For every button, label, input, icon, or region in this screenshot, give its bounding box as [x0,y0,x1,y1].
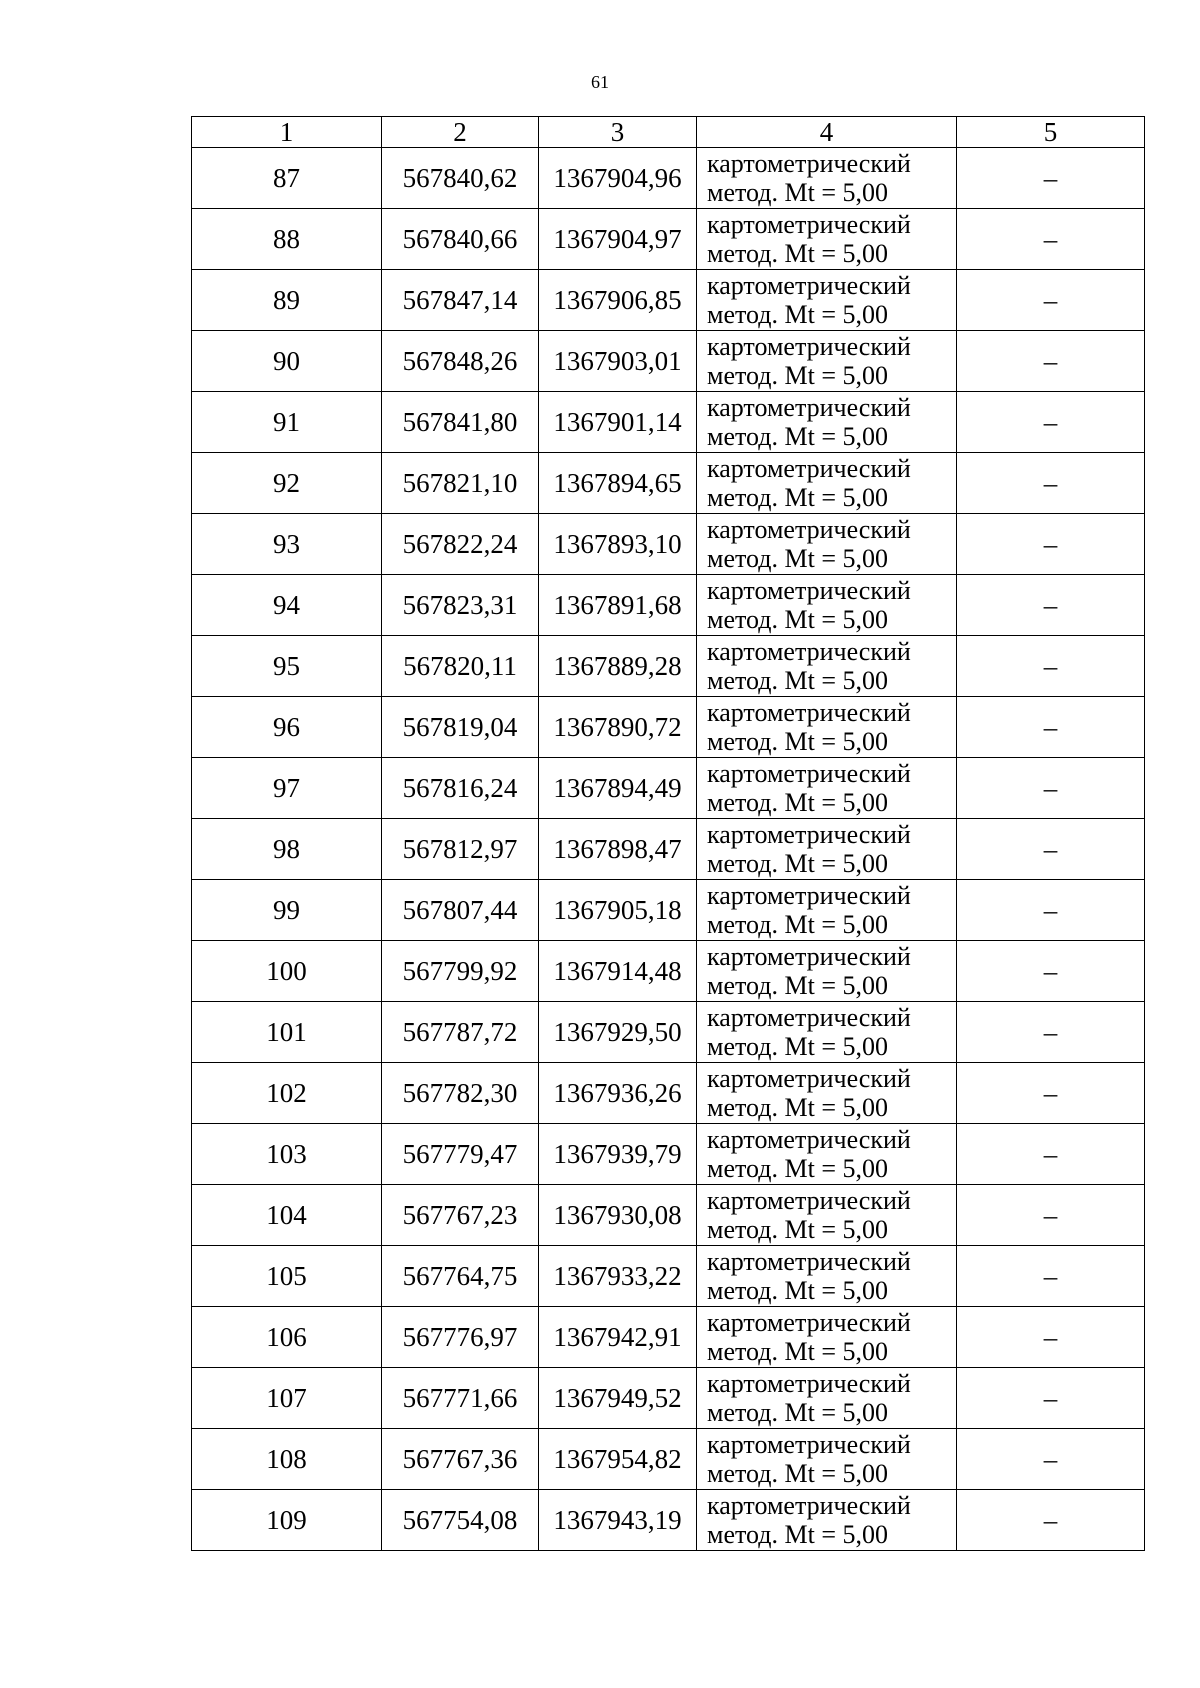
table-row [192,392,1145,453]
x-coordinate-cell: 567847,14 [382,270,539,331]
x-coordinate-cell: 567848,26 [382,331,539,392]
method-line-2: метод. Mt = 5,00 [707,1154,888,1183]
method-cell [697,1246,957,1307]
table-row [192,1124,1145,1185]
method-cell [697,270,957,331]
method-line-2: метод. Mt = 5,00 [707,1215,888,1244]
y-coordinate-cell: 1367893,10 [539,514,697,575]
header-cell: 1 [192,117,382,148]
note-cell: – [957,1185,1145,1246]
method-cell [697,514,957,575]
note-cell: – [957,1002,1145,1063]
y-coordinate-cell: 1367891,68 [539,575,697,636]
method-cell [697,1429,957,1490]
note-cell: – [957,758,1145,819]
y-coordinate-cell: 1367914,48 [539,941,697,1002]
y-coordinate-cell: 1367890,72 [539,697,697,758]
method-cell [697,453,957,514]
table-row [192,148,1145,209]
y-coordinate-cell: 1367943,19 [539,1490,697,1551]
method-line-2: метод. Mt = 5,00 [707,1337,888,1366]
y-coordinate-cell: 1367904,96 [539,148,697,209]
method-line-2: метод. Mt = 5,00 [707,1459,888,1488]
method-line-2: метод. Mt = 5,00 [707,605,888,634]
x-coordinate-cell: 567787,72 [382,1002,539,1063]
header-cell: 3 [539,117,697,148]
method-line-2: метод. Mt = 5,00 [707,1032,888,1061]
method-cell [697,819,957,880]
method-cell [697,758,957,819]
y-coordinate-cell: 1367942,91 [539,1307,697,1368]
table-row [192,636,1145,697]
table-row [192,1002,1145,1063]
table-row [192,514,1145,575]
note-cell: – [957,1246,1145,1307]
note-cell: – [957,148,1145,209]
note-cell: – [957,636,1145,697]
method-line-2: метод. Mt = 5,00 [707,1276,888,1305]
method-line-2: метод. Mt = 5,00 [707,239,888,268]
method-line-2: метод. Mt = 5,00 [707,178,888,207]
x-coordinate-cell: 567771,66 [382,1368,539,1429]
header-cell: 2 [382,117,539,148]
y-coordinate-cell: 1367904,97 [539,209,697,270]
point-number-cell: 108 [192,1429,382,1490]
x-coordinate-cell: 567779,47 [382,1124,539,1185]
method-line-1: картометрический [707,210,911,239]
x-coordinate-cell: 567782,30 [382,1063,539,1124]
x-coordinate-cell: 567799,92 [382,941,539,1002]
x-coordinate-cell: 567776,97 [382,1307,539,1368]
note-cell: – [957,331,1145,392]
y-coordinate-cell: 1367901,14 [539,392,697,453]
point-number-cell: 100 [192,941,382,1002]
method-cell [697,1185,957,1246]
y-coordinate-cell: 1367949,52 [539,1368,697,1429]
method-cell [697,880,957,941]
method-line-2: метод. Mt = 5,00 [707,727,888,756]
method-line-1: картометрический [707,820,911,849]
y-coordinate-cell: 1367905,18 [539,880,697,941]
y-coordinate-cell: 1367929,50 [539,1002,697,1063]
table-row [192,1185,1145,1246]
method-line-1: картометрический [707,271,911,300]
note-cell: – [957,697,1145,758]
note-cell: – [957,1063,1145,1124]
table-row [192,1246,1145,1307]
point-number-cell: 92 [192,453,382,514]
method-line-1: картометрический [707,149,911,178]
method-cell [697,1368,957,1429]
note-cell: – [957,1368,1145,1429]
table-row [192,1063,1145,1124]
note-cell: – [957,1490,1145,1551]
method-line-1: картометрический [707,1247,911,1276]
method-line-2: метод. Mt = 5,00 [707,361,888,390]
method-line-2: метод. Mt = 5,00 [707,971,888,1000]
table-row [192,575,1145,636]
method-line-2: метод. Mt = 5,00 [707,666,888,695]
method-cell [697,1307,957,1368]
method-cell [697,697,957,758]
method-line-2: метод. Mt = 5,00 [707,1398,888,1427]
x-coordinate-cell: 567841,80 [382,392,539,453]
table-row [192,1429,1145,1490]
point-number-cell: 101 [192,1002,382,1063]
table-row [192,209,1145,270]
y-coordinate-cell: 1367894,49 [539,758,697,819]
table-row [192,758,1145,819]
x-coordinate-cell: 567821,10 [382,453,539,514]
method-line-1: картометрический [707,881,911,910]
method-cell [697,1063,957,1124]
y-coordinate-cell: 1367933,22 [539,1246,697,1307]
point-number-cell: 109 [192,1490,382,1551]
point-number-cell: 102 [192,1063,382,1124]
note-cell: – [957,880,1145,941]
point-number-cell: 106 [192,1307,382,1368]
method-line-1: картометрический [707,759,911,788]
note-cell: – [957,575,1145,636]
header-cell: 5 [957,117,1145,148]
x-coordinate-cell: 567767,36 [382,1429,539,1490]
y-coordinate-cell: 1367906,85 [539,270,697,331]
table-row [192,880,1145,941]
method-line-1: картометрический [707,1430,911,1459]
point-number-cell: 93 [192,514,382,575]
method-line-1: картометрический [707,1125,911,1154]
y-coordinate-cell: 1367939,79 [539,1124,697,1185]
point-number-cell: 95 [192,636,382,697]
method-cell [697,575,957,636]
x-coordinate-cell: 567822,24 [382,514,539,575]
y-coordinate-cell: 1367889,28 [539,636,697,697]
point-number-cell: 91 [192,392,382,453]
method-line-1: картометрический [707,637,911,666]
y-coordinate-cell: 1367898,47 [539,819,697,880]
table-row [192,697,1145,758]
method-cell [697,1124,957,1185]
method-line-2: метод. Mt = 5,00 [707,1093,888,1122]
note-cell: – [957,819,1145,880]
note-cell: – [957,1124,1145,1185]
method-line-1: картометрический [707,1003,911,1032]
method-line-2: метод. Mt = 5,00 [707,422,888,451]
method-line-1: картометрический [707,515,911,544]
method-line-1: картометрический [707,454,911,483]
x-coordinate-cell: 567840,62 [382,148,539,209]
method-line-1: картометрический [707,1491,911,1520]
method-line-1: картометрический [707,393,911,422]
table-row [192,1368,1145,1429]
note-cell: – [957,392,1145,453]
method-line-2: метод. Mt = 5,00 [707,788,888,817]
method-cell [697,1490,957,1551]
method-line-1: картометрический [707,1308,911,1337]
x-coordinate-cell: 567764,75 [382,1246,539,1307]
y-coordinate-cell: 1367954,82 [539,1429,697,1490]
method-line-1: картометрический [707,1186,911,1215]
method-line-1: картометрический [707,576,911,605]
y-coordinate-cell: 1367930,08 [539,1185,697,1246]
point-number-cell: 105 [192,1246,382,1307]
coordinates-table [191,116,1145,1551]
table-row [192,453,1145,514]
point-number-cell: 98 [192,819,382,880]
x-coordinate-cell: 567840,66 [382,209,539,270]
x-coordinate-cell: 567807,44 [382,880,539,941]
method-line-1: картометрический [707,698,911,727]
table-row [192,331,1145,392]
y-coordinate-cell: 1367903,01 [539,331,697,392]
method-cell [697,636,957,697]
table-row [192,1490,1145,1551]
point-number-cell: 103 [192,1124,382,1185]
table-header-row [192,117,1145,148]
x-coordinate-cell: 567823,31 [382,575,539,636]
method-cell [697,941,957,1002]
x-coordinate-cell: 567820,11 [382,636,539,697]
method-cell [697,148,957,209]
note-cell: – [957,1307,1145,1368]
method-line-1: картометрический [707,1369,911,1398]
header-cell: 4 [697,117,957,148]
point-number-cell: 88 [192,209,382,270]
note-cell: – [957,941,1145,1002]
x-coordinate-cell: 567816,24 [382,758,539,819]
method-line-2: метод. Mt = 5,00 [707,483,888,512]
method-line-2: метод. Mt = 5,00 [707,300,888,329]
method-line-2: метод. Mt = 5,00 [707,910,888,939]
note-cell: – [957,270,1145,331]
table-row [192,1307,1145,1368]
method-cell [697,209,957,270]
method-line-1: картометрический [707,332,911,361]
note-cell: – [957,1429,1145,1490]
method-line-1: картометрический [707,942,911,971]
point-number-cell: 94 [192,575,382,636]
x-coordinate-cell: 567754,08 [382,1490,539,1551]
method-line-2: метод. Mt = 5,00 [707,544,888,573]
x-coordinate-cell: 567767,23 [382,1185,539,1246]
point-number-cell: 107 [192,1368,382,1429]
method-line-2: метод. Mt = 5,00 [707,849,888,878]
point-number-cell: 89 [192,270,382,331]
table-row [192,270,1145,331]
method-line-2: метод. Mt = 5,00 [707,1520,888,1549]
x-coordinate-cell: 567812,97 [382,819,539,880]
point-number-cell: 87 [192,148,382,209]
point-number-cell: 99 [192,880,382,941]
method-line-1: картометрический [707,1064,911,1093]
point-number-cell: 96 [192,697,382,758]
page-number: 61 [591,72,609,92]
x-coordinate-cell: 567819,04 [382,697,539,758]
method-cell [697,331,957,392]
table-row [192,941,1145,1002]
note-cell: – [957,514,1145,575]
point-number-cell: 104 [192,1185,382,1246]
y-coordinate-cell: 1367936,26 [539,1063,697,1124]
point-number-cell: 90 [192,331,382,392]
y-coordinate-cell: 1367894,65 [539,453,697,514]
method-cell [697,392,957,453]
table-row [192,819,1145,880]
note-cell: – [957,209,1145,270]
method-cell [697,1002,957,1063]
note-cell: – [957,453,1145,514]
point-number-cell: 97 [192,758,382,819]
